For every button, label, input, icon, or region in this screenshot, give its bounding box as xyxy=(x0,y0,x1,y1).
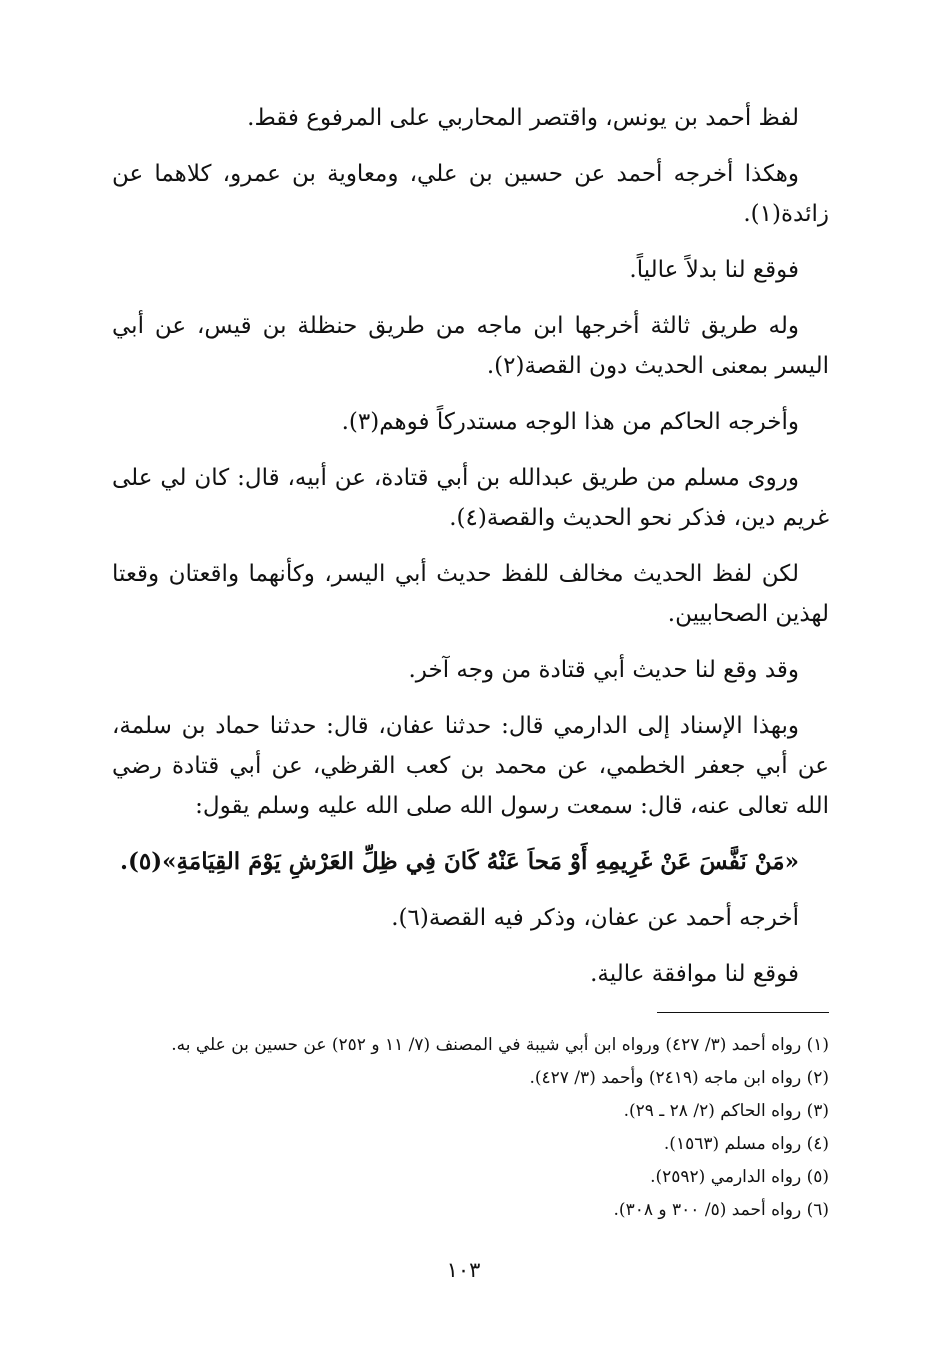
paragraph: لكن لفظ الحديث مخالف للفظ حديث أبي اليسر، وكأنهما واقعتان وقعتا لهذين الصحابيين. xyxy=(112,561,829,627)
page-number: ١٠٣ xyxy=(446,1258,481,1282)
hadith-quote: «مَنْ نَفَّسَ عَنْ غَرِيمِهِ أَوْ مَحاَ عَنْهُ كَانَ فِي ظِلِّ العَرْشِ يَوْمَ القِيَامَةِ»(٥). xyxy=(120,848,799,875)
paragraph: وله طريق ثالثة أخرجها ابن ماجه من طريق حنظلة بن قيس، عن أبي اليسر بمعنى الحديث دون القصة(٢). xyxy=(112,313,829,379)
paragraph: فوقع لنا بدلاً عالياً. xyxy=(629,257,799,283)
paragraph: أخرجه أحمد عن عفان، وذكر فيه القصة(٦). xyxy=(391,905,799,931)
footnote: (٤) رواه مسلم (١٥٦٣). xyxy=(663,1134,829,1154)
paragraph: فوقع لنا موافقة عالية. xyxy=(590,961,799,987)
paragraph: وهكذا أخرجه أحمد عن حسين بن علي، ومعاوية بن عمرو، كلاهما عن زائدة(١). xyxy=(112,161,829,227)
main-text xyxy=(112,98,829,994)
footnote-divider xyxy=(657,1012,829,1013)
paragraph: وبهذا الإسناد إلى الدارمي قال: حدثنا عفان، قال: حدثنا حماد بن سلمة، عن أبي جعفر الخطمي، عن محمد بن كعب القرظي، عن أبي قتادة رضي الله تعالى عنه، قال: سمعت رسول الله صلى الله عليه وسلم يقول: xyxy=(112,713,829,819)
footnote: (٥) رواه الدارمي (٢٥٩٢). xyxy=(650,1167,829,1187)
footnote: (٢) رواه ابن ماجه (٢٤١٩) وأحمد (٣/ ٤٢٧). xyxy=(529,1068,829,1088)
footnote: (٣) رواه الحاكم (٢/ ٢٨ ـ ٢٩). xyxy=(623,1101,829,1121)
paragraph: وأخرجه الحاكم من هذا الوجه مستدركاً فوهم(٣). xyxy=(341,409,799,435)
paragraph: لفظ أحمد بن يونس، واقتصر المحاربي على المرفوع فقط. xyxy=(247,105,799,131)
footnotes xyxy=(112,1029,829,1227)
footnote: (٦) رواه أحمد (٥/ ٣٠٠ و ٣٠٨). xyxy=(613,1200,829,1220)
paragraph: وروى مسلم من طريق عبدالله بن أبي قتادة، عن أبيه، قال: كان لي على غريم دين، فذكر نحو الحديث والقصة(٤). xyxy=(112,465,829,531)
paragraph: وقد وقع لنا حديث أبي قتادة من وجه آخر. xyxy=(408,657,799,683)
footnote: (١) رواه أحمد (٣/ ٤٢٧) ورواه ابن أبي شيبة في المصنف (٧/ ١١ و ٢٥٢) عن حسين بن علي به. xyxy=(171,1035,829,1055)
